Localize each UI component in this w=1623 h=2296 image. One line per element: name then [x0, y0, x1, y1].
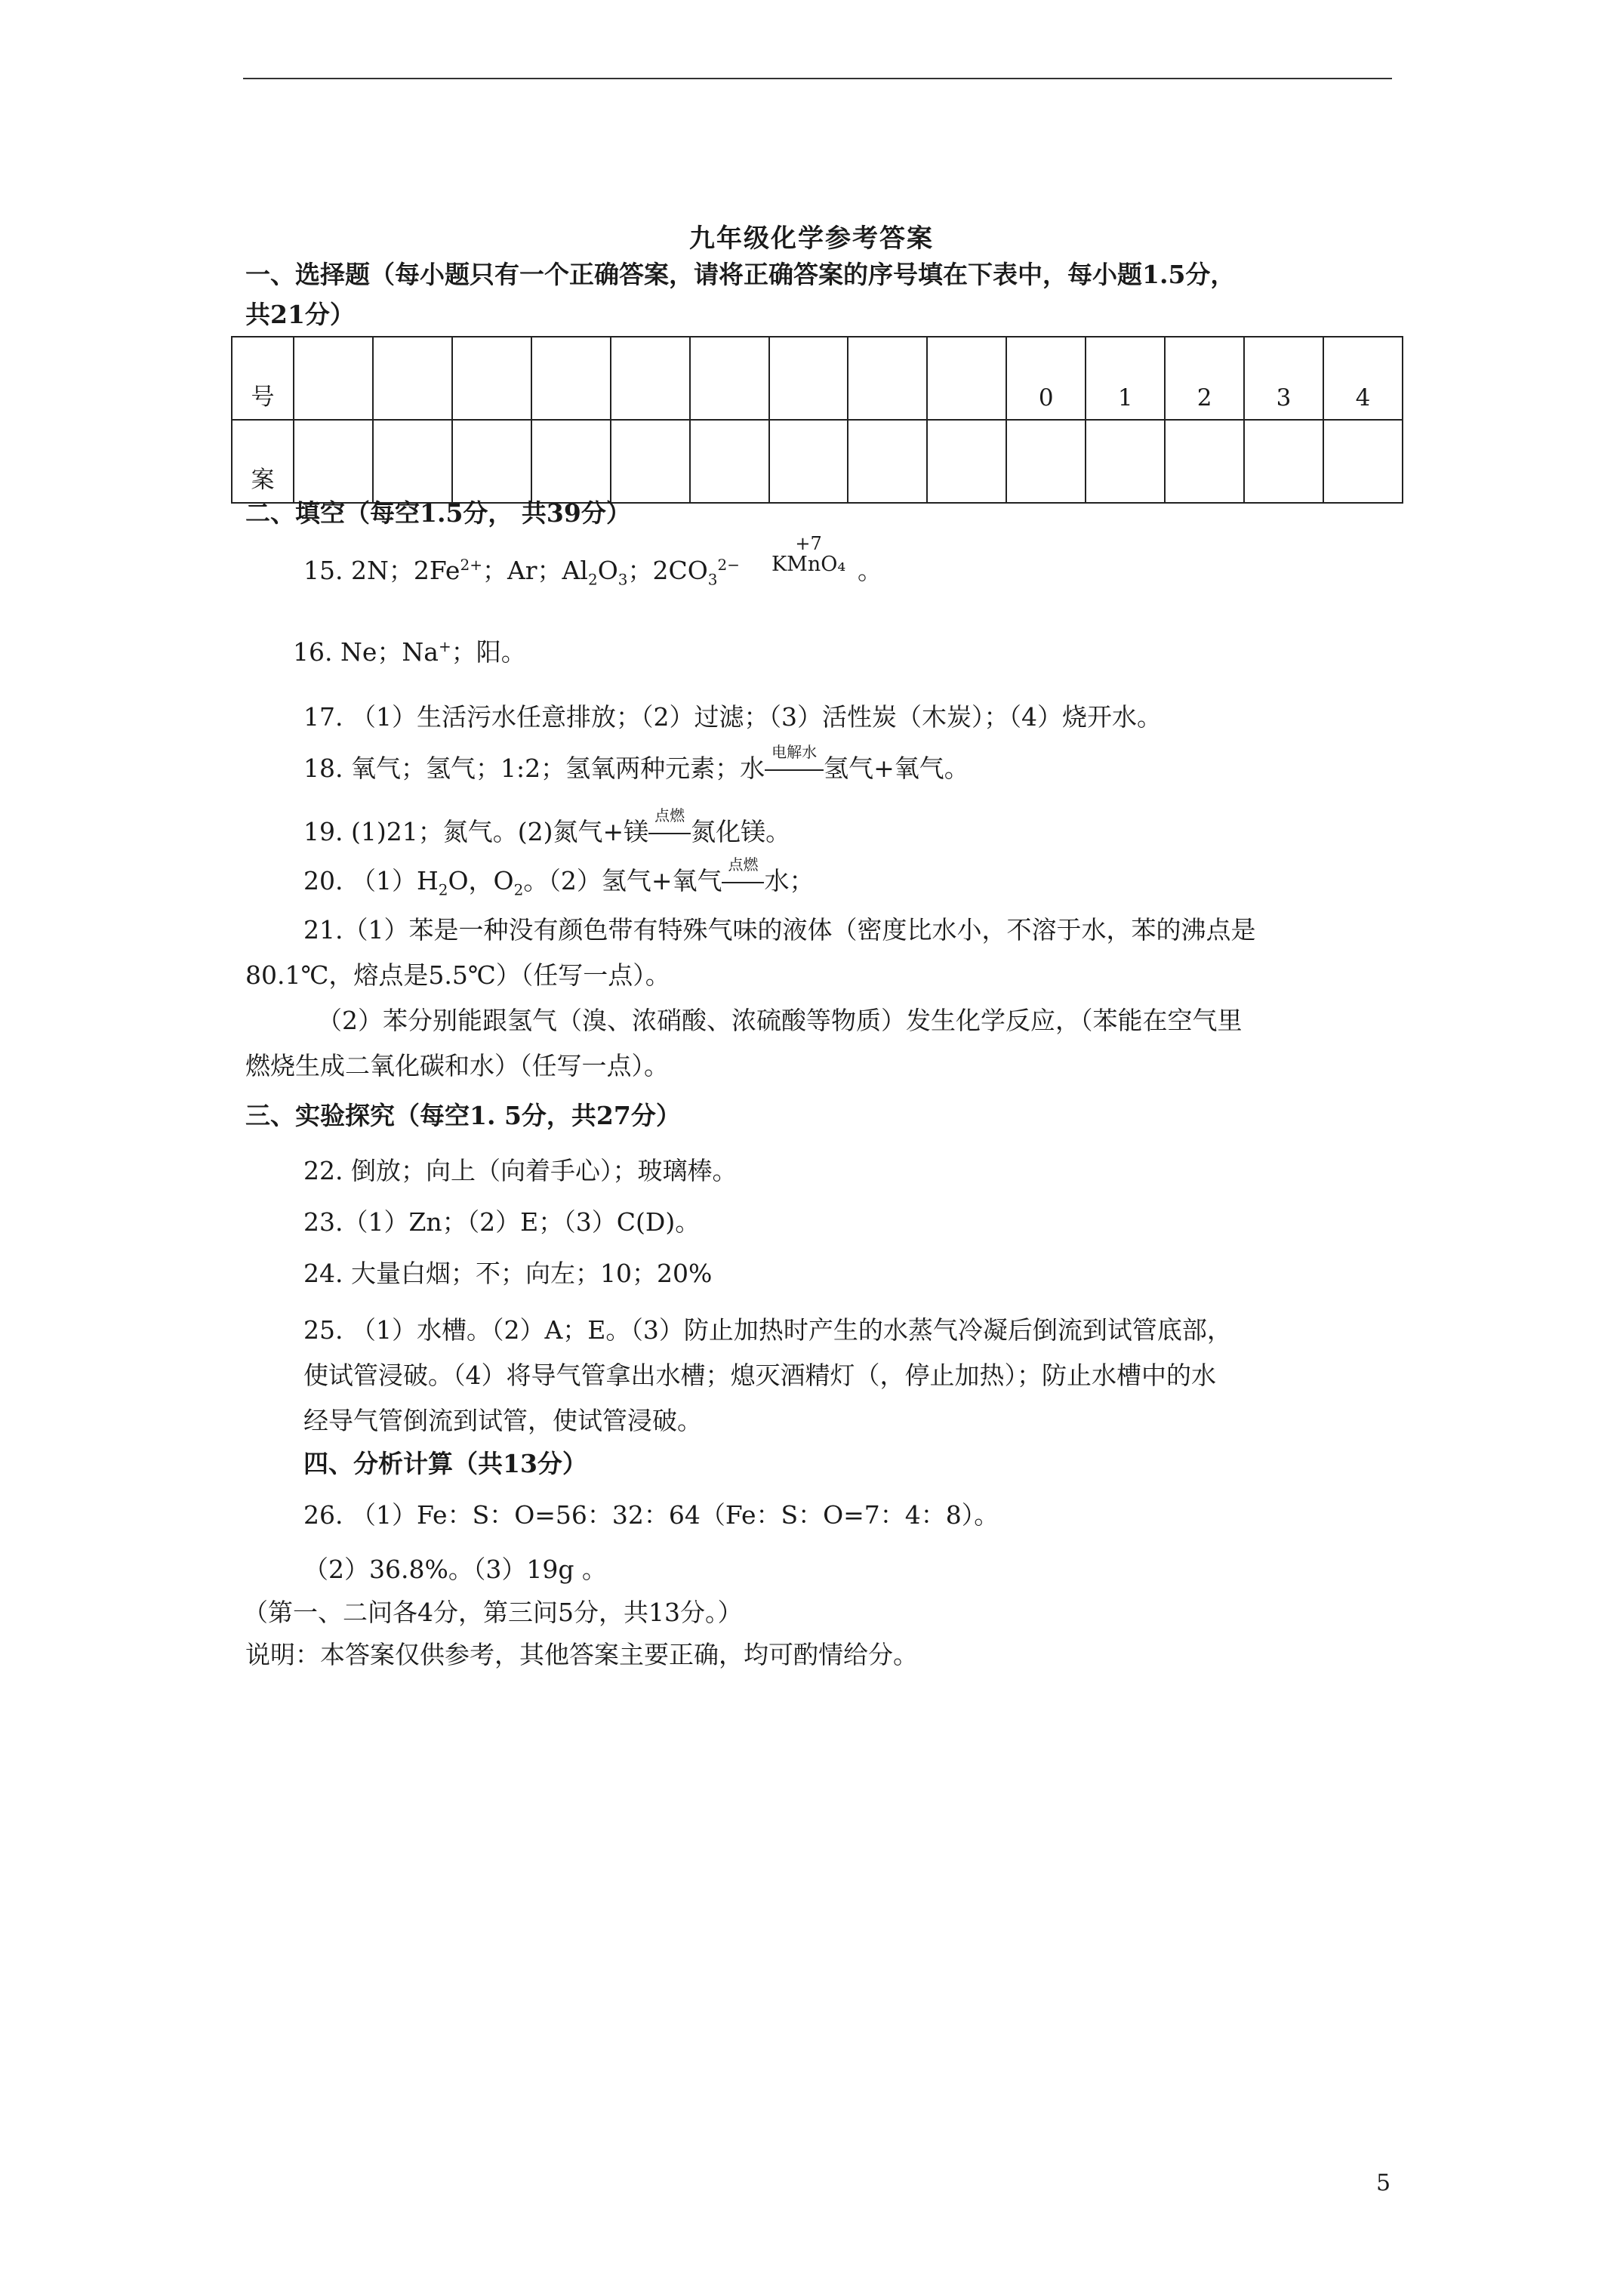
condition-arrow [722, 882, 764, 883]
table-cell [1244, 420, 1323, 503]
answer-20-text: O，O [448, 866, 514, 895]
condition-label: 电解水 [771, 743, 818, 761]
answer-15-subscript: 3 [617, 570, 628, 589]
answer-20-text: 20. （1）H [303, 866, 439, 895]
answer-15-text: ；2CO [627, 556, 708, 585]
page-title: 九年级化学参考答案 [689, 223, 934, 254]
table-cell-label: 案 [232, 420, 294, 503]
answer-18 [303, 743, 969, 785]
table-cell: 3 [1244, 337, 1323, 420]
section1-heading-line1: 一、选择题（每小题只有一个正确答案，请将正确答案的序号填在下表中，每小题1.5分， [245, 260, 1236, 289]
table-cell-label: 号 [232, 337, 294, 420]
answer-18-text: 氢气+氧气。 [824, 754, 969, 783]
reaction-condition [765, 743, 824, 785]
table-cell [452, 420, 531, 503]
kmno4-formula [771, 533, 845, 575]
table-cell [1323, 420, 1403, 503]
table-cell [1165, 420, 1244, 503]
table-cell [848, 420, 927, 503]
answer-21-line1: 21.（1）苯是一种没有颜色带有特殊气味的液体（密度比水小，不溶于水，苯的沸点是 [303, 915, 1256, 945]
table-cell: 1 [1086, 337, 1165, 420]
answer-16 [293, 636, 526, 669]
answer-20 [303, 855, 815, 899]
answer-15-text: 15. 2N；2Fe [303, 556, 460, 585]
kmno4-label: KMnO₄ [771, 553, 846, 576]
answer-15-text: O [597, 556, 618, 585]
section1-heading-line2: 共21分） [245, 300, 355, 329]
answer-20-text: 。（2）氢气+氧气 [523, 866, 722, 895]
table-row-number [232, 337, 1403, 420]
answer-15-end: 。 [858, 556, 882, 585]
table-cell [690, 337, 769, 420]
disclaimer-note: 说明：本答案仅供参考，其他答案主要正确，均可酌情给分。 [245, 1640, 918, 1669]
answer-15-charge: 2+ [460, 556, 482, 574]
condition-label: 点燃 [654, 806, 685, 824]
table-cell [294, 420, 373, 503]
answer-19 [303, 806, 791, 849]
answer-20-subscript: 2 [438, 880, 448, 899]
answer-17: 17. （1）生活污水任意排放；（2）过滤；（3）活性炭（木炭）；（4）烧开水。 [303, 702, 1162, 732]
table-cell [769, 420, 848, 503]
table-cell [769, 337, 848, 420]
answer-21-line4: 燃烧生成二氧化碳和水）（任写一点）。 [245, 1051, 669, 1080]
answer-16-text: ；阳。 [451, 637, 526, 667]
table-cell [1006, 420, 1086, 503]
answer-15-charge: 2− [717, 556, 741, 574]
reaction-condition [648, 806, 691, 849]
page-number: 5 [1376, 2170, 1391, 2196]
table-cell [611, 337, 690, 420]
answer-25-line2: 使试管浸破。（4）将导气管拿出水槽；熄灭酒精灯（，停止加热）；防止水槽中的水 [303, 1361, 1216, 1390]
table-cell: 0 [1006, 337, 1086, 420]
answer-25-line1: 25. （1）水槽。（2）A；E。（3）防止加热时产生的水蒸气冷凝后倒流到试管底部， [303, 1315, 1232, 1345]
scoring-note: （第一、二问各4分，第三问5分，共13分。） [243, 1598, 743, 1627]
table-cell: 2 [1165, 337, 1244, 420]
table-cell [927, 420, 1006, 503]
answer-19-text: 19. (1)21；氮气。(2)氮气+镁 [303, 817, 649, 846]
answer-15-subscript: 3 [707, 570, 718, 589]
header-rule [243, 78, 1392, 79]
condition-arrow [765, 769, 824, 771]
answer-26-line2: （2）36.8%。（3）19g 。 [303, 1555, 607, 1584]
reaction-condition [722, 855, 764, 898]
answer-15-text: ；Ar；Al [482, 556, 588, 585]
table-cell: 4 [1323, 337, 1403, 420]
table-cell [531, 337, 611, 420]
answer-21-line2: 80.1℃，熔点是5.5℃）（任写一点）。 [245, 960, 670, 990]
section2-heading: 二、填空（每空1.5分， 共39分） [245, 498, 631, 528]
answer-20-text: 水； [764, 866, 815, 895]
answer-26-line1: 26. （1）Fe：S：O=56：32：64（Fe：S：O=7：4：8）。 [303, 1500, 999, 1530]
table-cell [452, 337, 531, 420]
answer-15-subscript: 2 [587, 570, 598, 589]
section3-heading: 三、实验探究（每空1. 5分，共27分） [245, 1101, 681, 1130]
answer-23: 23.（1）Zn；（2）E；（3）C(D)。 [303, 1207, 701, 1237]
table-cell [373, 420, 452, 503]
table-cell [611, 420, 690, 503]
table-cell [294, 337, 373, 420]
condition-label: 点燃 [728, 855, 759, 874]
oxidation-state: +7 [795, 533, 822, 554]
answer-15 [303, 554, 740, 587]
answer-16-text: 16. Ne；Na [293, 637, 439, 667]
table-cell [690, 420, 769, 503]
answer-16-charge: + [438, 637, 451, 655]
answer-25-line3: 经导气管倒流到试管，使试管浸破。 [303, 1406, 702, 1435]
table-cell [531, 420, 611, 503]
answer-19-text: 氮化镁。 [691, 817, 791, 846]
answer-table [231, 336, 1403, 504]
table-cell [848, 337, 927, 420]
answer-21-line3: （2）苯分别能跟氢气（溴、浓硝酸、浓硫酸等物质）发生化学反应，（苯能在空气里 [317, 1006, 1243, 1035]
table-cell [373, 337, 452, 420]
table-cell [927, 337, 1006, 420]
answer-22: 22. 倒放；向上（向着手心）；玻璃棒。 [303, 1156, 738, 1185]
condition-arrow [648, 833, 691, 834]
answer-20-subscript: 2 [513, 880, 524, 899]
table-cell [1086, 420, 1165, 503]
section4-heading: 四、分析计算（共13分） [303, 1449, 587, 1478]
table-row-answer [232, 420, 1403, 503]
answer-24: 24. 大量白烟；不；向左；10；20% [303, 1259, 713, 1288]
answer-18-text: 18. 氧气；氢气；1:2；氢氧两种元素；水 [303, 754, 765, 783]
